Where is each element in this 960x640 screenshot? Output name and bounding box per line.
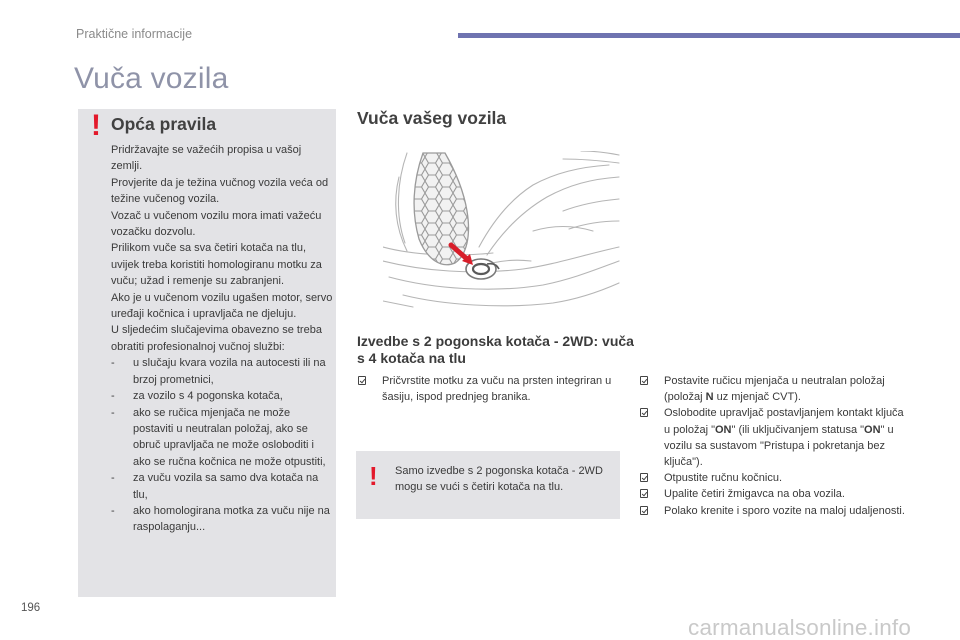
list-item (640, 470, 908, 486)
checkbox-icon (358, 376, 366, 385)
list-item (111, 405, 333, 471)
list-dash: - (111, 390, 115, 403)
list-item-text: za vuču vozila sa samo dva kotača na tlu, (133, 472, 319, 501)
rule-paragraph: Ako je u vučenom vozilu ugašen motor, servo uređaji kočnica i upravljača ne djeluju. (111, 291, 333, 321)
checkbox-icon (640, 376, 648, 385)
page-number: 196 (21, 602, 41, 614)
general-rules-box (78, 109, 336, 597)
list-item (111, 503, 333, 536)
rule-paragraph: Pridržavajte se važećih propisa u vašoj zemlji. (111, 144, 302, 173)
step-text: Postavite ručicu mjenjača u neutralan položaj (položaj N uz mjenjač CVT). (664, 375, 885, 404)
list-item-text: za vozilo s 4 pogonska kotača, (133, 390, 283, 403)
list-item-text: u slučaju kvara vozila na autocesti ili na brzoj prometnici, (133, 357, 326, 386)
header-section-label: Praktične informacije (76, 27, 193, 41)
list-dash: - (111, 357, 115, 370)
list-item (640, 503, 908, 519)
list-item (111, 388, 333, 404)
list-item (358, 373, 630, 405)
watermark: carmanualsonline.info (688, 615, 912, 640)
list-item-text: ako se ručica mjenjača ne može postaviti u neutralan položaj, ako se obruč upravljača ne može osloboditi i ako se ručna kočnica ne može otpustiti, (133, 406, 326, 468)
step-text: Otpustite ručnu kočnicu. (664, 472, 783, 485)
front-bumper-tow-ring-illustration (383, 151, 621, 313)
step-text: Pričvrstite motku za vuču na prsten integriran u šasiju, ispod prednjeg branika. (382, 375, 612, 404)
rule-paragraph: U sljedećim slučajevima obavezno se treba obratiti profesionalnoj vučnoj službi: (111, 324, 322, 353)
page-title: Vuča vozila (74, 62, 229, 95)
general-rules-text (111, 142, 333, 536)
rule-paragraph: Vozač u vučenom vozilu mora imati važeću vozačku dozvolu. (111, 209, 322, 239)
step-text: Oslobodite upravljač postavljanjem kontakt ključa u položaj "ON" (ili uključivanjem statusa "ON" u vozilu sa sustavom "Pristupa i pokretanja bez ključa"). (664, 407, 904, 469)
checkbox-icon (640, 489, 648, 498)
rule-paragraph: Provjerite da je težina vučnog vozila veća od težine vučenog vozila. (111, 176, 329, 206)
checkbox-icon (640, 473, 648, 482)
list-item (640, 373, 908, 405)
list-dash: - (111, 472, 115, 485)
step-text: Upalite četiri žmigavca na oba vozila. (664, 488, 845, 501)
list-dash: - (111, 406, 115, 419)
note-box (356, 451, 620, 519)
list-dash: - (111, 504, 115, 517)
towing-section-title: Vuča vašeg vozila (357, 108, 507, 128)
towing-subtitle: Izvedbe s 2 pogonska kotača - 2WD: vuča s 4 kotača na tlu (357, 333, 634, 366)
list-item (640, 486, 908, 502)
list-item (111, 355, 333, 388)
checkbox-icon (640, 408, 648, 417)
checkbox-icon (640, 506, 648, 515)
list-item-text: ako homologirana motka za vuču nije na raspolaganju... (133, 504, 330, 534)
step-text: Polako krenite i sporo vozite na maloj udaljenosti. (664, 504, 905, 517)
warning-icon: ! (91, 109, 101, 142)
warning-icon: ! (369, 461, 378, 491)
rule-paragraph: Prilikom vuče sa sva četiri kotača na tlu, uvijek treba koristiti homologiranu motku za vuču; užad i remenje su zabranjeni. (111, 242, 322, 288)
towing-steps-right (640, 373, 908, 519)
list-item (640, 405, 908, 470)
header-accent-bar (458, 33, 960, 38)
general-rules-title: Opća pravila (111, 114, 217, 134)
towing-steps-left (358, 373, 630, 405)
professional-service-list (111, 355, 333, 535)
note-text: Samo izvedbe s 2 pogonska kotača - 2WD mogu se vući s četiri kotača na tlu. (395, 465, 603, 494)
list-item (111, 470, 333, 503)
